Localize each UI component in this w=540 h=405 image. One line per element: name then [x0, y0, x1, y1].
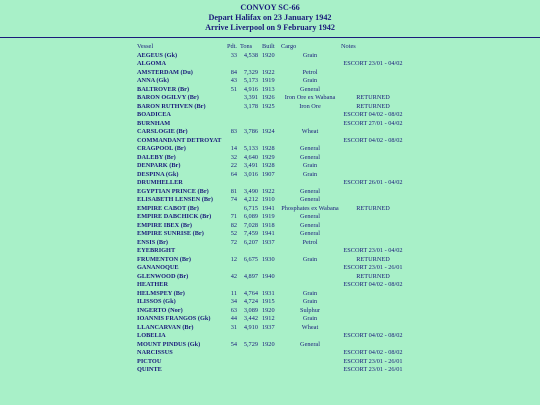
- vessel-name: EMPIRE SUNRISE (Br): [137, 230, 204, 238]
- year-built: 1924: [262, 128, 275, 136]
- notes: ESCORT 23/01 - 26/01: [343, 366, 403, 374]
- year-built: 1922: [262, 68, 275, 76]
- table-row: [0, 120, 540, 129]
- pdt-number: 63: [230, 306, 237, 314]
- pdt-number: 71: [230, 213, 237, 221]
- vessel-name: CARSLOGIE (Br): [137, 128, 188, 136]
- tonnage: 5,133: [243, 145, 258, 153]
- table-row: [0, 281, 540, 290]
- vessel-name: BARON OGILVY (Br): [137, 94, 199, 102]
- notes: RETURNED: [356, 94, 390, 102]
- vessel-name: ALGOMA: [137, 60, 167, 68]
- vessel-name: EYEBRIGHT: [137, 247, 176, 255]
- vessel-name: BARON RUTHVEN (Br): [137, 102, 206, 110]
- tonnage: 6,089: [243, 213, 258, 221]
- year-built: 1929: [262, 153, 275, 161]
- vessel-name: EGYPTIAN PRINCE (Br): [137, 187, 209, 195]
- tonnage: 6,675: [243, 255, 258, 263]
- vessel-name: LLANCARVAN (Br): [137, 323, 194, 331]
- vessel-name: COMMANDANT DETROYAT: [137, 136, 222, 144]
- vessel-name: NARCISSUS: [137, 349, 173, 357]
- pdt-number: 83: [230, 128, 237, 136]
- vessel-name: DRUMHELLER: [137, 179, 183, 187]
- tonnage: 3,490: [243, 187, 258, 195]
- cargo: Grain: [302, 289, 318, 297]
- vessel-name: BOADICEA: [137, 111, 171, 119]
- cargo: Grain: [302, 170, 318, 178]
- vessel-name: PICTOU: [137, 357, 162, 365]
- notes: RETURNED: [356, 255, 390, 263]
- tonnage: 4,640: [243, 153, 258, 161]
- table-row: [0, 298, 540, 307]
- table-row: [0, 111, 540, 120]
- cargo: General: [300, 213, 320, 221]
- table-row: [0, 86, 540, 95]
- pdt-number: 31: [230, 323, 237, 331]
- tonnage: 3,089: [243, 306, 258, 314]
- column-header-row: [0, 43, 540, 52]
- column-header-pdt: Pdt.: [227, 43, 237, 51]
- tonnage: 4,212: [243, 196, 258, 204]
- vessel-name: AMSTERDAM (Du): [137, 68, 193, 76]
- table-row: [0, 196, 540, 205]
- pdt-number: 81: [230, 187, 237, 195]
- vessel-name: CRAGPOOL (Br): [137, 145, 186, 153]
- year-built: 1922: [262, 187, 275, 195]
- vessel-name: BURNHAM: [137, 119, 171, 127]
- year-built: 1920: [262, 306, 275, 314]
- cargo: Grain: [302, 255, 318, 263]
- pdt-number: 42: [230, 272, 237, 280]
- tonnage: 4,897: [243, 272, 258, 280]
- cargo: General: [300, 145, 320, 153]
- pdt-number: 84: [230, 68, 237, 76]
- vessel-name: ELISABETH LENSEN (Br): [137, 196, 213, 204]
- year-built: 1937: [262, 323, 275, 331]
- vessel-name: HELMSPEY (Br): [137, 289, 185, 297]
- table-row: [0, 222, 540, 231]
- tonnage: 3,391: [243, 94, 258, 102]
- notes: ESCORT 04/02 - 08/02: [343, 349, 403, 357]
- vessel-name: MOUNT PINDUS (Gk): [137, 340, 201, 348]
- year-built: 1937: [262, 238, 275, 246]
- convoy-header: [0, 0, 540, 32]
- pdt-number: 52: [230, 230, 237, 238]
- tonnage: 4,538: [243, 51, 258, 59]
- year-built: 1919: [262, 213, 275, 221]
- notes: ESCORT 26/01 - 04/02: [343, 179, 403, 187]
- table-row: [0, 94, 540, 103]
- column-header-cargo: Cargo: [281, 43, 297, 51]
- cargo: Grain: [302, 315, 318, 323]
- tonnage: 6,715: [243, 204, 258, 212]
- notes: ESCORT 23/01 - 26/01: [343, 357, 403, 365]
- table-row: [0, 60, 540, 69]
- table-row: [0, 52, 540, 61]
- pdt-number: 32: [230, 153, 237, 161]
- convoy-title: CONVOY SC-66: [240, 3, 300, 12]
- cargo: General: [300, 187, 320, 195]
- tonnage: 4,764: [243, 289, 258, 297]
- cargo: Grain: [302, 162, 318, 170]
- tonnage: 3,016: [243, 170, 258, 178]
- pdt-number: 33: [230, 51, 237, 59]
- notes: ESCORT 27/01 - 04/02: [343, 119, 403, 127]
- table-row: [0, 264, 540, 273]
- pdt-number: 72: [230, 238, 237, 246]
- table-row: [0, 324, 540, 333]
- cargo: Grain: [302, 77, 318, 85]
- pdt-number: 34: [230, 298, 237, 306]
- tonnage: 4,910: [243, 323, 258, 331]
- notes: RETURNED: [356, 102, 390, 110]
- notes: ESCORT 23/01 - 04/02: [343, 247, 403, 255]
- year-built: 1919: [262, 77, 275, 85]
- year-built: 1931: [262, 289, 275, 297]
- vessel-name: BALTROVER (Br): [137, 85, 190, 93]
- cargo: General: [300, 85, 320, 93]
- table-row: [0, 230, 540, 239]
- pdt-number: 64: [230, 170, 237, 178]
- cargo: Petrol: [302, 238, 318, 246]
- tonnage: 3,786: [243, 128, 258, 136]
- cargo: General: [300, 340, 320, 348]
- convoy-table: [0, 43, 540, 375]
- notes: RETURNED: [356, 204, 390, 212]
- table-row: [0, 290, 540, 299]
- tonnage: 3,178: [243, 102, 258, 110]
- table-row: [0, 145, 540, 154]
- vessel-name: DALEBY (Br): [137, 153, 176, 161]
- column-header-tons: Tons: [240, 43, 253, 51]
- pdt-number: 43: [230, 77, 237, 85]
- arrival-line: Arrive Liverpool on 9 February 1942: [205, 22, 335, 32]
- vessel-name: QUINTE: [137, 366, 162, 374]
- tonnage: 3,442: [243, 315, 258, 323]
- year-built: 1912: [262, 315, 275, 323]
- pdt-number: 11: [230, 289, 237, 297]
- cargo: Petrol: [302, 68, 318, 76]
- notes: ESCORT 23/01 - 04/02: [343, 60, 403, 68]
- pdt-number: 14: [230, 145, 237, 153]
- year-built: 1913: [262, 85, 275, 93]
- year-built: 1928: [262, 145, 275, 153]
- cargo: General: [300, 153, 320, 161]
- tonnage: 4,724: [243, 298, 258, 306]
- year-built: 1926: [262, 94, 275, 102]
- table-row: [0, 273, 540, 282]
- table-row: [0, 128, 540, 137]
- vessel-name: HEATHER: [137, 281, 169, 289]
- tonnage: 6,207: [243, 238, 258, 246]
- cargo: Iron Ore: [299, 102, 321, 110]
- year-built: 1940: [262, 272, 275, 280]
- cargo: General: [300, 196, 320, 204]
- cargo: Grain: [302, 298, 318, 306]
- table-row: [0, 162, 540, 171]
- table-row: [0, 366, 540, 375]
- notes: RETURNED: [356, 272, 390, 280]
- year-built: 1920: [262, 51, 275, 59]
- year-built: 1941: [262, 230, 275, 238]
- departure-line: Depart Halifax on 23 January 1942: [208, 12, 332, 22]
- table-row: [0, 171, 540, 180]
- year-built: 1910: [262, 196, 275, 204]
- notes: ESCORT 04/02 - 08/02: [343, 332, 403, 340]
- pdt-number: 74: [230, 196, 237, 204]
- table-row: [0, 69, 540, 78]
- cargo: General: [300, 230, 320, 238]
- cargo: Sulphur: [300, 306, 320, 314]
- notes: ESCORT 04/02 - 08/02: [343, 281, 403, 289]
- table-row: [0, 341, 540, 350]
- vessel-name: ENSIS (Br): [137, 238, 168, 246]
- cargo: Wheat: [301, 323, 319, 331]
- tonnage: 5,729: [243, 340, 258, 348]
- table-row: [0, 188, 540, 197]
- notes: ESCORT 23/01 - 26/01: [343, 264, 403, 272]
- year-built: 1930: [262, 255, 275, 263]
- table-row: [0, 247, 540, 256]
- vessel-name: GLENWOOD (Br): [137, 272, 189, 280]
- year-built: 1928: [262, 162, 275, 170]
- vessel-name: IOANNIS FRANGOS (Gk): [137, 315, 211, 323]
- year-built: 1920: [262, 340, 275, 348]
- year-built: 1918: [262, 221, 275, 229]
- vessel-name: INGERTO (Nor): [137, 306, 183, 314]
- table-body: [0, 52, 540, 375]
- vessel-name: EMPIRE DABCHICK (Br): [137, 213, 212, 221]
- cargo: Grain: [302, 51, 318, 59]
- vessel-name: LOBELIA: [137, 332, 166, 340]
- tonnage: 7,329: [243, 68, 258, 76]
- table-row: [0, 179, 540, 188]
- vessel-name: FRUMENTON (Br): [137, 255, 191, 263]
- tonnage: 3,491: [243, 162, 258, 170]
- header-divider: [0, 37, 540, 38]
- cargo: Phosphates ex Wabana: [281, 204, 339, 212]
- notes: ESCORT 04/02 - 08/02: [343, 111, 403, 119]
- table-row: [0, 358, 540, 367]
- pdt-number: 22: [230, 162, 237, 170]
- table-row: [0, 256, 540, 265]
- year-built: 1907: [262, 170, 275, 178]
- vessel-name: EMPIRE IBEX (Br): [137, 221, 192, 229]
- vessel-name: AEGEUS (Gk): [137, 51, 178, 59]
- table-row: [0, 77, 540, 86]
- tonnage: 7,459: [243, 230, 258, 238]
- vessel-name: GANANOQUE: [137, 264, 179, 272]
- table-row: [0, 315, 540, 324]
- table-row: [0, 239, 540, 248]
- pdt-number: 54: [230, 340, 237, 348]
- table-row: [0, 307, 540, 316]
- year-built: 1925: [262, 102, 275, 110]
- table-row: [0, 154, 540, 163]
- vessel-name: ILISSOS (Gk): [137, 298, 176, 306]
- vessel-name: ANNA (Gk): [137, 77, 170, 85]
- year-built: 1915: [262, 298, 275, 306]
- table-row: [0, 137, 540, 146]
- column-header-built: Built: [262, 43, 275, 51]
- table-row: [0, 213, 540, 222]
- notes: ESCORT 04/02 - 08/02: [343, 136, 403, 144]
- table-row: [0, 103, 540, 112]
- year-built: 1941: [262, 204, 275, 212]
- pdt-number: 51: [230, 85, 237, 93]
- vessel-name: DESPINA (Gk): [137, 170, 179, 178]
- cargo: Wheat: [301, 128, 319, 136]
- pdt-number: 12: [230, 255, 237, 263]
- tonnage: 5,173: [243, 77, 258, 85]
- tonnage: 7,028: [243, 221, 258, 229]
- pdt-number: 44: [230, 315, 237, 323]
- pdt-number: 82: [230, 221, 237, 229]
- cargo: General: [300, 221, 320, 229]
- column-header-vessel: Vessel: [137, 43, 154, 51]
- table-row: [0, 349, 540, 358]
- table-row: [0, 332, 540, 341]
- vessel-name: EMPIRE CABOT (Br): [137, 204, 199, 212]
- tonnage: 4,916: [243, 85, 258, 93]
- cargo: Iron Ore ex Wabana: [284, 94, 336, 102]
- table-row: [0, 205, 540, 214]
- vessel-name: DENPARK (Br): [137, 162, 181, 170]
- column-header-notes: Notes: [341, 43, 356, 51]
